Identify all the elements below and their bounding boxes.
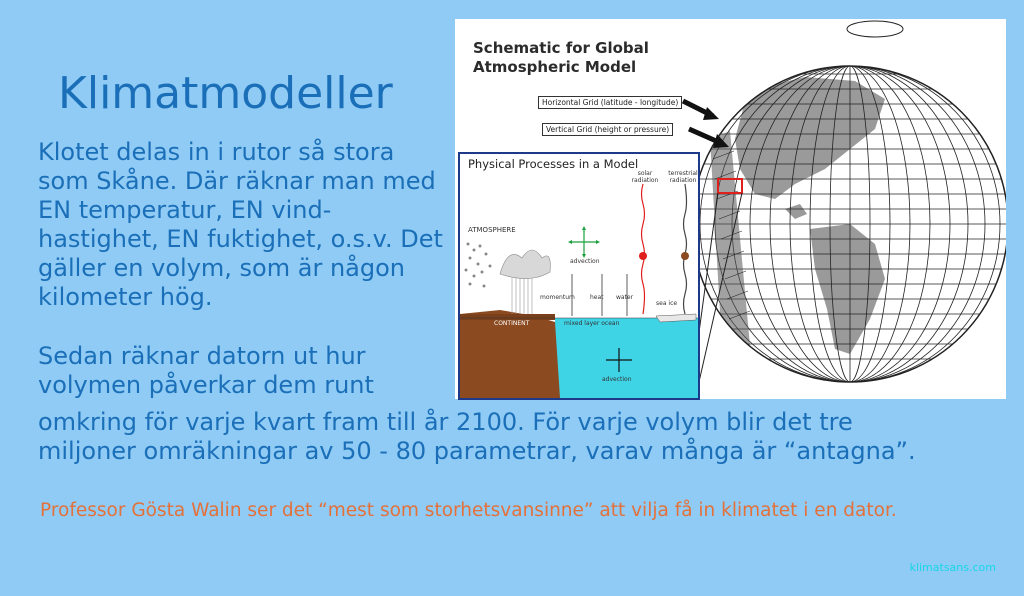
label-heat: heat bbox=[590, 294, 604, 301]
label-atmosphere: ATMOSPHERE bbox=[468, 226, 516, 234]
callout-vertical-grid: Vertical Grid (height or pressure) bbox=[542, 123, 673, 136]
label-solar-radiation: solar radiation bbox=[631, 170, 659, 184]
label-advection-air: advection bbox=[570, 258, 600, 265]
paragraph-line-2: miljoner omräkningar av 50 - 80 parametrar, varav många är “antagna”. bbox=[38, 437, 916, 465]
figure-title-line-2: Atmospheric Model bbox=[473, 58, 637, 76]
label-sea-ice: sea ice bbox=[656, 300, 678, 307]
callout-horizontal-grid: Horizontal Grid (latitude - longitude) bbox=[538, 96, 682, 109]
physical-processes-drawing bbox=[460, 154, 698, 398]
figure-title bbox=[473, 39, 713, 77]
source-credit: klimatsans.com bbox=[909, 561, 996, 574]
label-advection-ocean: advection bbox=[602, 376, 632, 383]
paragraph-line-1: omkring för varje kvart fram till år 2100. För varje volym blir det tre bbox=[38, 408, 853, 436]
label-momentum: momentum bbox=[540, 294, 575, 301]
walin-quote: Professor Gösta Walin ser det “mest som storhetsvansinne” att vilja få in klimatet i en dator. bbox=[40, 500, 897, 521]
label-mixed-layer-ocean: mixed layer ocean bbox=[564, 320, 620, 327]
label-terrestrial-radiation: terrestrial radiation bbox=[668, 170, 698, 184]
paragraph-grid-description: Klotet delas in i rutor så stora som Skåne. Där räknar man med EN temperatur, EN vind-hastighet, EN fuktighet, o.s.v. Det gäller en volym, som är någon kilometer hög. bbox=[38, 138, 443, 311]
physical-processes-inset bbox=[458, 152, 700, 400]
figure-title-line-1: Schematic for Global bbox=[473, 39, 649, 57]
paragraph-computation-continued bbox=[38, 408, 1018, 466]
paragraph-computation-start: Sedan räknar datorn ut hur volymen påverkar dem runt bbox=[38, 342, 374, 399]
label-water: water bbox=[616, 294, 634, 301]
inset-title: Physical Processes in a Model bbox=[468, 157, 639, 171]
global-model-schematic bbox=[455, 19, 1006, 399]
label-continent: CONTINENT bbox=[494, 320, 530, 327]
slide-title: Klimatmodeller bbox=[58, 68, 393, 119]
